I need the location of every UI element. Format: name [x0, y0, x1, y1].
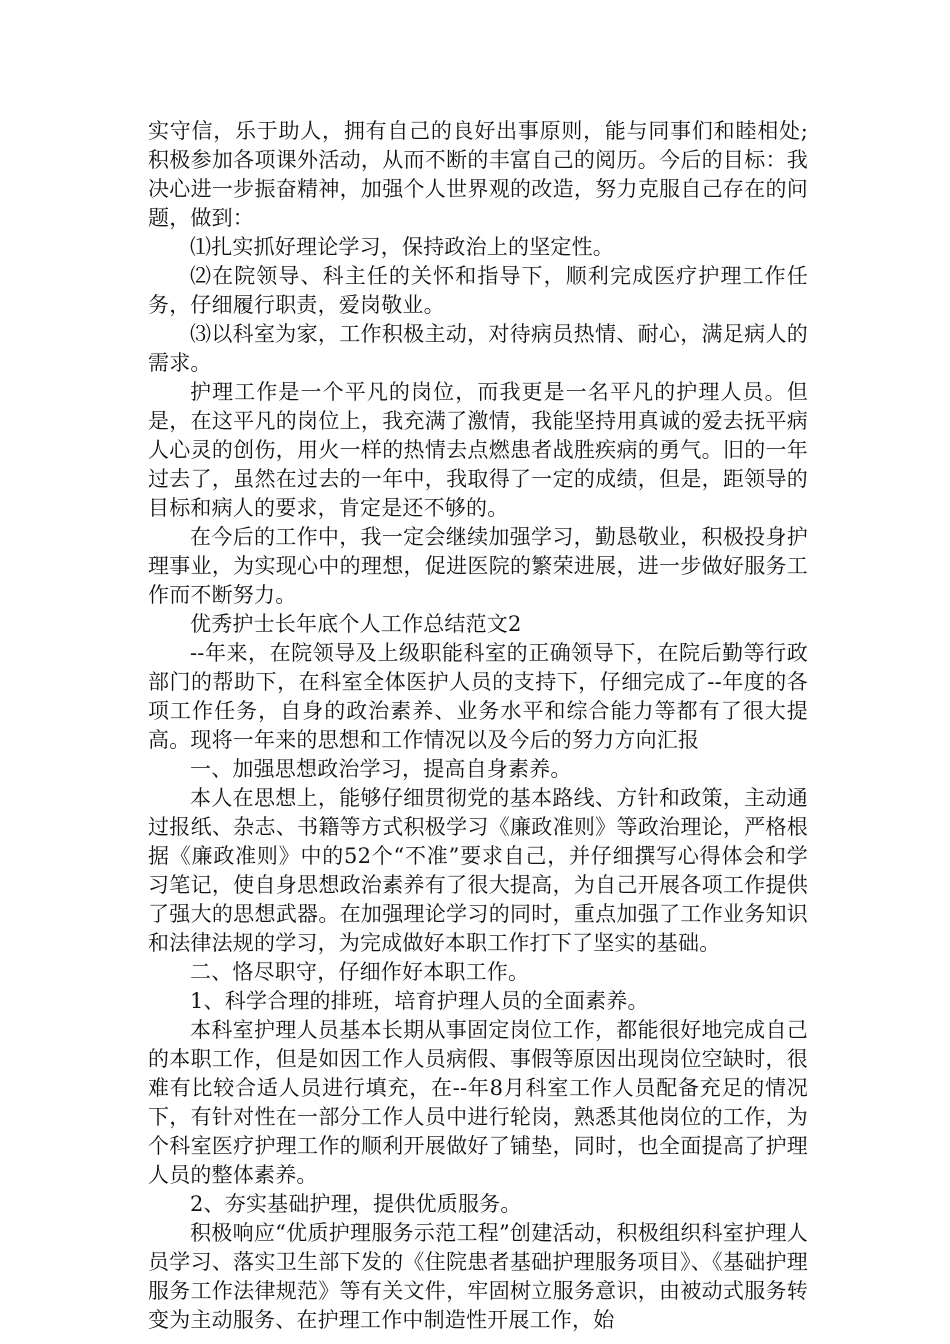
paragraph-6: 本科室护理人员基本长期从事固定岗位工作，都能很好地完成自己的本职工作，但是如因工作人员病假、事假等原因出现岗位空缺时，很难有比较合适人员进行填充，在--年8月科室工作人员配备充足的情况下，有针对性在一部分工作人员中进行轮岗，熟悉其他岗位的工作，为个科室医疗护理工作的顺利开展做好了铺垫，同时，也全面提高了护理人员的整体素养。 [148, 1018, 808, 1187]
section-title: 优秀护士长年底个人工作总结范文2 [190, 612, 522, 636]
paragraph-7: 积极响应“优质护理服务示范工程”创建活动，积极组织科室护理人员学习、落实卫生部下发的《住院患者基础护理服务项目》、《基础护理服务工作法律规范》等有关文件，牢固树立服务意识，由被动式服务转变为主动服务、在护理工作中制造性开展工作，始 [148, 1221, 808, 1332]
list-item-1: ⑴扎实抓好理论学习，保持政治上的坚定性。 [190, 235, 614, 259]
paragraph-1: 实守信，乐于助人，拥有自己的良好出事原则，能与同事们和睦相处;积极参加各项课外活动，从而不断的丰富自己的阅历。今后的目标：我决心进一步振奋精神，加强个人世界观的改造，努力克服自己存在的问题，做到： [148, 119, 808, 230]
subheading-2: 2、夯实基础护理，提供优质服务。 [190, 1192, 522, 1216]
section-heading-1: 一、加强思想政治学习，提高自身素养。 [190, 757, 572, 781]
document-body [148, 117, 808, 1335]
paragraph-3: 在今后的工作中，我一定会继续加强学习，勤恳敬业，积极投身护理事业，为实现心中的理想，促进医院的繁荣进展，进一步做好服务工作而不断努力。 [148, 525, 808, 607]
section-heading-2: 二、恪尽职守，仔细作好本职工作。 [190, 960, 530, 984]
list-item-2: ⑵在院领导、科主任的关怀和指导下，顺利完成医疗护理工作任务，仔细履行职责，爱岗敬业。 [148, 264, 808, 317]
paragraph-5: 本人在思想上，能够仔细贯彻党的基本路线、方针和政策，主动通过报纸、杂志、书籍等方式积极学习《廉政准则》等政治理论，严格根据《廉政准则》中的52个“不准”要求自己，并仔细撰写心得体会和学习笔记，使自身思想政治素养有了很大提高，为自己开展各项工作提供了强大的思想武器。在加强理论学习的同时，重点加强了工作业务知识和法律法规的学习，为完成做好本职工作打下了坚实的基础。 [148, 786, 808, 955]
subheading-1: 1、科学合理的排班，培育护理人员的全面素养。 [190, 989, 649, 1013]
paragraph-2: 护理工作是一个平凡的岗位，而我更是一名平凡的护理人员。但是，在这平凡的岗位上，我充满了激情，我能坚持用真诚的爱去抚平病人心灵的创伤，用火一样的热情去点燃患者战胜疾病的勇气。旧的一年过去了，虽然在过去的一年中，我取得了一定的成绩，但是，距领导的目标和病人的要求，肯定是还不够的。 [148, 380, 808, 520]
paragraph-4: --年来，在院领导及上级职能科室的正确领导下，在院后勤等行政部门的帮助下，在科室全体医护人员的支持下，仔细完成了--年度的各项工作任务，自身的政治素养、业务水平和综合能力等都有了很大提高。现将一年来的思想和工作情况以及今后的努力方向汇报 [148, 641, 808, 752]
list-item-3: ⑶以科室为家，工作积极主动，对待病员热情、耐心，满足病人的需求。 [148, 322, 808, 375]
